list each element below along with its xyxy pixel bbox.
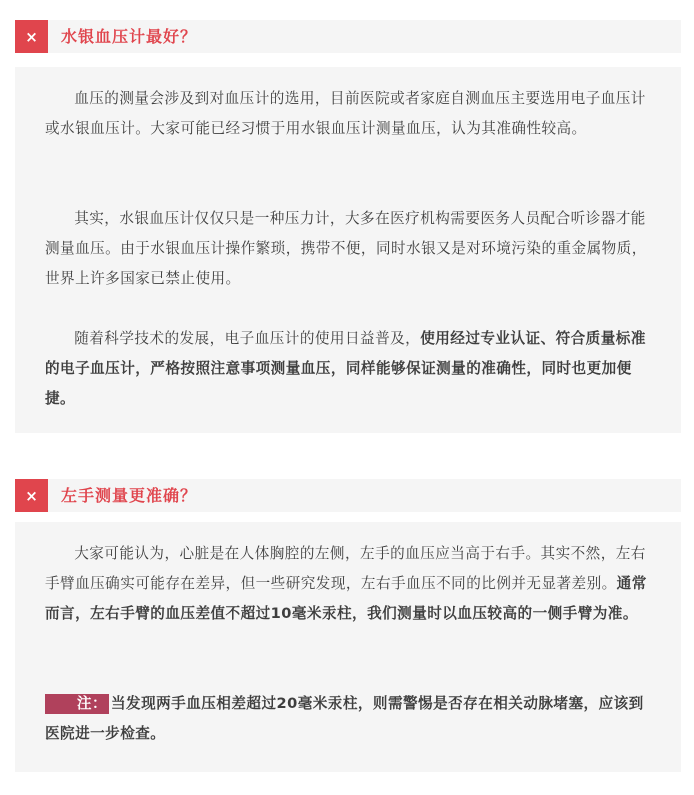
paragraph-text: 随着科学技术的发展，电子血压计的使用日益普及， (74, 330, 421, 347)
paragraph (45, 204, 655, 294)
paragraph (45, 84, 655, 144)
section-title: 水银血压计最好？ (61, 27, 198, 46)
paragraph-text: 血压的测量会涉及到对血压计的选用，目前医院或者家庭自测血压主要选用电子血压计或水银血压计。大家可能已经习惯于用水银血压计测量血压，认为其准确性较高。 (45, 90, 646, 137)
section-header-mercury (15, 20, 681, 53)
section-body-left-hand (15, 522, 681, 772)
note-text: 当发现两手血压相差超过20毫米汞柱，则需警惕是否存在相关动脉堵塞，应该到医院进一步检查。 (45, 695, 644, 742)
paragraph-text: 大家可能认为，心脏是在人体胸腔的左侧，左手的血压应当高于右手。其实不然，左右手臂血压确实可能存在差异，但一些研究发现，左右手血压不同的比例并无显著差别。 (45, 545, 646, 592)
close-icon: × (15, 479, 48, 512)
paragraph-text: 其实，水银血压计仅仅只是一种压力计，大多在医疗机构需要医务人员配合听诊器才能测量血压。由于水银血压计操作繁琐，携带不便，同时水银又是对环境污染的重金属物质，世界上许多国家已禁止使用。 (45, 210, 647, 287)
paragraph (45, 539, 655, 629)
note-badge: 注： (45, 694, 109, 714)
section-body-mercury (15, 67, 681, 433)
section-header-left-hand (15, 479, 681, 512)
close-icon: × (15, 20, 48, 53)
section-title: 左手测量更准确？ (61, 486, 198, 505)
paragraph-emphasis: 通常而言，左右手臂的血压差值不超过10毫米汞柱，我们测量时以血压较高的一侧手臂为准。 (45, 575, 647, 622)
paragraph-emphasis: 使用经过专业认证、符合质量标准的电子血压计，严格按照注意事项测量血压，同样能够保证测量的准确性，同时也更加便捷。 (45, 330, 646, 407)
paragraph (45, 324, 655, 414)
note-paragraph (45, 689, 655, 749)
